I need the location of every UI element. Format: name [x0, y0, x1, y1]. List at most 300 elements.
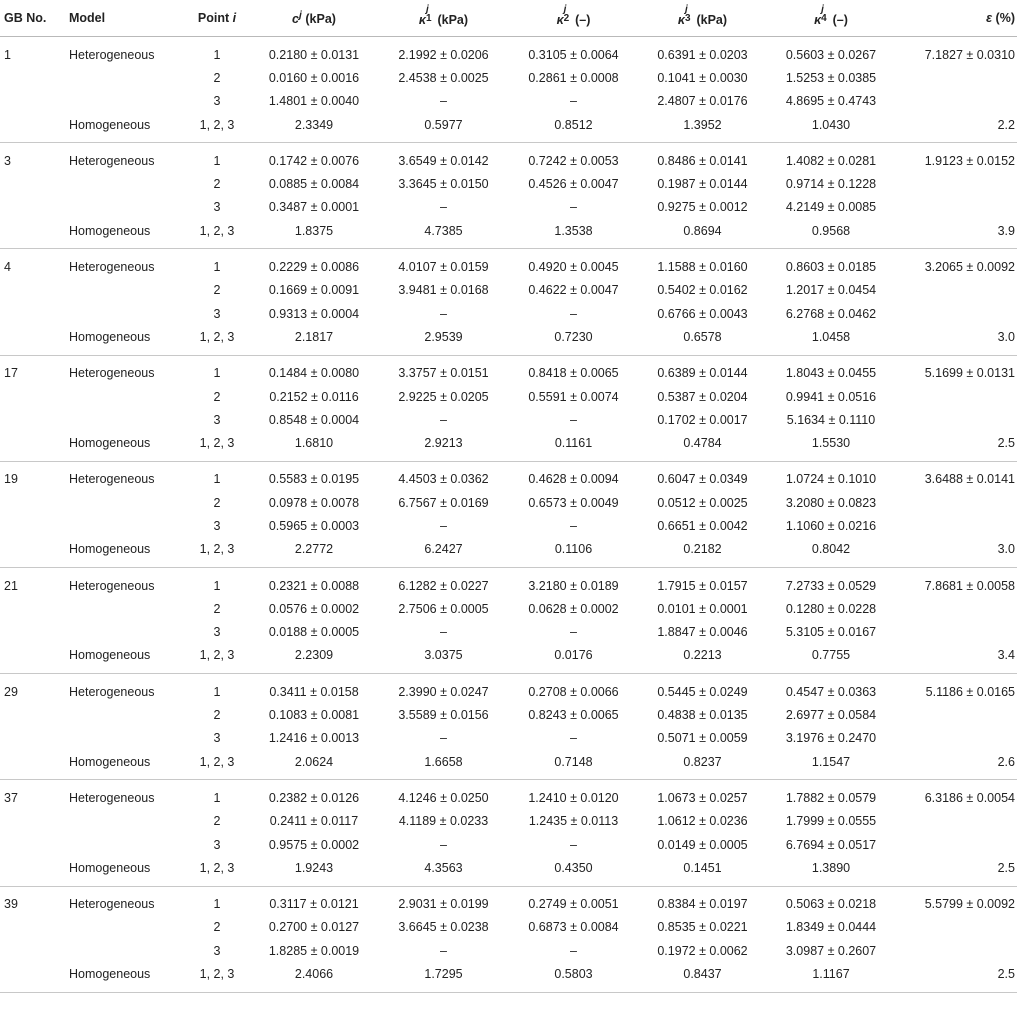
value-c: 0.1669 ± 0.0091 — [268, 283, 360, 298]
value-k2: 0.7242 ± 0.0053 — [528, 153, 619, 168]
value-c: 2.3349 — [252, 113, 376, 143]
value-eps: 3.2065 ± 0.0092 — [924, 260, 1015, 275]
point-index: 2 — [213, 389, 221, 404]
value-eps — [893, 302, 1017, 325]
point-index: 1 — [213, 153, 221, 168]
point-index: 1, 2, 3 — [182, 431, 252, 461]
value-k2: 0.4350 — [511, 856, 636, 886]
model-label: Heterogeneous — [69, 260, 155, 275]
model-label — [69, 90, 182, 113]
point-index: 3 — [213, 200, 221, 215]
table-row — [0, 385, 1017, 408]
value-eps — [893, 916, 1017, 939]
value-k3: 2.4807 ± 0.0176 — [657, 94, 748, 109]
gb-number — [0, 514, 69, 537]
model-label: Homogeneous — [69, 750, 182, 780]
gb-number — [0, 90, 69, 113]
table-row-homogeneous — [0, 962, 1017, 992]
value-k1: – — [440, 412, 447, 427]
value-k1: 2.3990 ± 0.0247 — [398, 684, 489, 699]
value-k2: – — [570, 943, 577, 958]
point-index: 1, 2, 3 — [182, 113, 252, 143]
value-k4: 1.8043 ± 0.0455 — [785, 366, 877, 381]
value-k3: 0.6766 ± 0.0043 — [657, 306, 748, 321]
gb-number: 21 — [4, 578, 18, 593]
table-row — [0, 461, 1017, 491]
value-eps — [893, 279, 1017, 302]
value-eps: 5.5799 ± 0.0092 — [924, 897, 1015, 912]
header-kappa2: κ j 2 (–) — [511, 0, 636, 37]
model-label: Homogeneous — [69, 644, 182, 674]
model-label: Heterogeneous — [69, 153, 155, 168]
gb-number — [0, 621, 69, 644]
value-c: 2.2309 — [252, 644, 376, 674]
model-label — [69, 597, 182, 620]
gb-number — [0, 66, 69, 89]
table-row-homogeneous — [0, 113, 1017, 143]
value-k1: 6.1282 ± 0.0227 — [398, 578, 489, 593]
point-index: 1 — [213, 472, 221, 487]
value-k4: 6.2768 ± 0.0462 — [785, 306, 877, 321]
value-c: 0.2152 ± 0.0116 — [269, 389, 359, 404]
header-kappa3: κ j 3 (kPa) — [636, 0, 769, 37]
value-k4: 1.1547 — [769, 750, 893, 780]
model-label — [69, 408, 182, 431]
value-c: 2.0624 — [252, 750, 376, 780]
value-k1: – — [440, 306, 447, 321]
table-row — [0, 196, 1017, 219]
value-eps — [893, 408, 1017, 431]
point-index: 3 — [213, 306, 221, 321]
value-c: 0.2180 ± 0.0131 — [268, 47, 360, 62]
model-label — [69, 939, 182, 962]
value-k2: 1.3538 — [511, 219, 636, 249]
value-c: 1.9243 — [252, 856, 376, 886]
value-k1: 3.3645 ± 0.0150 — [398, 177, 489, 192]
point-index: 2 — [213, 920, 221, 935]
model-label: Heterogeneous — [69, 897, 155, 912]
gb-number: 17 — [4, 366, 18, 381]
gb-number — [0, 962, 69, 992]
point-index: 1 — [213, 47, 221, 62]
table-row — [0, 249, 1017, 279]
value-c: 0.3117 ± 0.0121 — [269, 897, 359, 912]
value-k3: 1.0612 ± 0.0236 — [657, 814, 748, 829]
point-index: 3 — [213, 731, 221, 746]
value-k4: 0.5603 ± 0.0267 — [785, 47, 877, 62]
value-k2: 0.0176 — [511, 644, 636, 674]
value-k1: 4.4503 ± 0.0362 — [398, 472, 489, 487]
table-row — [0, 810, 1017, 833]
value-k2: 0.2708 ± 0.0066 — [528, 684, 619, 699]
gb-number — [0, 538, 69, 568]
table-row — [0, 703, 1017, 726]
table-row-homogeneous — [0, 325, 1017, 355]
value-k3: 1.1588 ± 0.0160 — [657, 260, 748, 275]
value-c: 0.3411 ± 0.0158 — [269, 684, 359, 699]
table-row — [0, 143, 1017, 173]
table-row — [0, 833, 1017, 856]
value-k2: 1.2435 ± 0.0113 — [528, 814, 619, 829]
value-c: 0.9313 ± 0.0004 — [268, 306, 360, 321]
value-eps: 7.1827 ± 0.0310 — [924, 47, 1015, 62]
model-label: Heterogeneous — [69, 578, 155, 593]
value-c: 0.0576 ± 0.0002 — [268, 601, 360, 616]
gb-number — [0, 302, 69, 325]
table-row — [0, 514, 1017, 537]
value-c: 0.0885 ± 0.0084 — [268, 177, 360, 192]
value-c: 0.5965 ± 0.0003 — [268, 518, 360, 533]
point-index: 1 — [213, 366, 221, 381]
value-k2: 0.0628 ± 0.0002 — [528, 601, 619, 616]
table-row — [0, 491, 1017, 514]
value-k2: 0.5803 — [511, 962, 636, 992]
value-c: 0.3487 ± 0.0001 — [268, 200, 360, 215]
value-k1: 6.2427 — [376, 538, 511, 568]
value-k1: – — [440, 837, 447, 852]
gb-number — [0, 172, 69, 195]
value-k2: 0.5591 ± 0.0074 — [528, 389, 619, 404]
value-k1: 4.3563 — [376, 856, 511, 886]
value-k4: 0.9941 ± 0.0516 — [785, 389, 877, 404]
value-k4: 1.8349 ± 0.0444 — [785, 920, 877, 935]
value-k1: 0.5977 — [376, 113, 511, 143]
point-index: 3 — [213, 943, 221, 958]
gb-number — [0, 597, 69, 620]
point-index: 3 — [213, 412, 221, 427]
model-label: Homogeneous — [69, 113, 182, 143]
value-k2: – — [570, 94, 577, 109]
model-label — [69, 302, 182, 325]
value-k3: 0.6651 ± 0.0042 — [657, 518, 748, 533]
value-k2: 0.4526 ± 0.0047 — [528, 177, 619, 192]
value-eps: 2.6 — [893, 750, 1017, 780]
value-k4: 5.1634 ± 0.1110 — [786, 412, 876, 427]
value-c: 0.5583 ± 0.0195 — [268, 472, 360, 487]
header-gb-no: GB No. — [0, 0, 69, 37]
value-k3: 0.8384 ± 0.0197 — [657, 897, 748, 912]
value-k4: 1.7882 ± 0.0579 — [785, 790, 877, 805]
value-k1: – — [440, 94, 447, 109]
gb-number — [0, 916, 69, 939]
value-eps: 5.1186 ± 0.0165 — [925, 684, 1015, 699]
model-label — [69, 810, 182, 833]
model-label — [69, 172, 182, 195]
value-k1: 4.7385 — [376, 219, 511, 249]
value-k1: 2.9213 — [376, 431, 511, 461]
model-label — [69, 279, 182, 302]
value-k3: 0.6389 ± 0.0144 — [657, 366, 748, 381]
value-eps — [893, 810, 1017, 833]
value-c: 1.4801 ± 0.0040 — [268, 94, 360, 109]
table-row — [0, 172, 1017, 195]
table-row — [0, 279, 1017, 302]
value-k4: 1.1167 — [769, 962, 893, 992]
value-k1: 2.1992 ± 0.0206 — [398, 47, 489, 62]
value-k1: 4.1189 ± 0.0233 — [398, 814, 489, 829]
value-k1: 6.7567 ± 0.0169 — [398, 495, 489, 510]
point-index: 3 — [213, 837, 221, 852]
gb-number: 3 — [4, 153, 11, 168]
value-k4: 0.8042 — [769, 538, 893, 568]
point-index: 1, 2, 3 — [182, 219, 252, 249]
value-k1: 4.1246 ± 0.0250 — [398, 790, 489, 805]
table-row-homogeneous — [0, 431, 1017, 461]
point-index: 1 — [213, 790, 221, 805]
value-k1: 3.6645 ± 0.0238 — [398, 920, 489, 935]
value-k2: – — [570, 306, 577, 321]
value-k1: 2.7506 ± 0.0005 — [398, 601, 489, 616]
gb-number: 39 — [4, 897, 18, 912]
value-c: 0.2321 ± 0.0088 — [268, 578, 360, 593]
value-k2: 0.2861 ± 0.0008 — [528, 70, 619, 85]
value-k4: 0.1280 ± 0.0228 — [785, 601, 877, 616]
model-label — [69, 66, 182, 89]
gb-number: 19 — [4, 472, 18, 487]
point-index: 1, 2, 3 — [182, 962, 252, 992]
value-k3: 0.2182 — [636, 538, 769, 568]
gb-number: 4 — [4, 260, 11, 275]
value-k2: 0.4622 ± 0.0047 — [528, 283, 619, 298]
value-k3: 0.0149 ± 0.0005 — [657, 837, 748, 852]
value-eps — [893, 90, 1017, 113]
model-label: Heterogeneous — [69, 366, 155, 381]
value-eps: 3.6488 ± 0.0141 — [924, 472, 1015, 487]
value-k2: 0.7148 — [511, 750, 636, 780]
value-k3: 0.8694 — [636, 219, 769, 249]
value-k3: 0.5071 ± 0.0059 — [657, 731, 748, 746]
gb-number — [0, 644, 69, 674]
point-index: 3 — [213, 94, 221, 109]
value-k1: – — [440, 625, 447, 640]
table-row — [0, 302, 1017, 325]
value-k3: 1.3952 — [636, 113, 769, 143]
model-label: Homogeneous — [69, 325, 182, 355]
point-index: 1, 2, 3 — [182, 538, 252, 568]
value-c: 0.1742 ± 0.0076 — [268, 153, 360, 168]
point-index: 3 — [213, 625, 221, 640]
value-k3: 0.1041 ± 0.0030 — [657, 70, 748, 85]
point-index: 1 — [213, 897, 221, 912]
model-label: Homogeneous — [69, 431, 182, 461]
value-k3: 0.5387 ± 0.0204 — [657, 389, 748, 404]
gb-number — [0, 856, 69, 886]
value-k4: 1.3890 — [769, 856, 893, 886]
value-k4: 3.2080 ± 0.0823 — [785, 495, 877, 510]
value-eps — [893, 385, 1017, 408]
model-label — [69, 491, 182, 514]
value-k1: 2.9539 — [376, 325, 511, 355]
table-row — [0, 886, 1017, 916]
value-k1: 3.0375 — [376, 644, 511, 674]
model-label — [69, 621, 182, 644]
value-k4: 0.8603 ± 0.0185 — [785, 260, 877, 275]
point-index: 3 — [213, 518, 221, 533]
value-k2: 0.7230 — [511, 325, 636, 355]
value-c: 0.9575 ± 0.0002 — [268, 837, 360, 852]
point-index: 2 — [213, 70, 221, 85]
value-k3: 0.0512 ± 0.0025 — [657, 495, 748, 510]
table-row — [0, 674, 1017, 704]
value-k4: 7.2733 ± 0.0529 — [785, 578, 877, 593]
table-row — [0, 780, 1017, 810]
table-row-homogeneous — [0, 750, 1017, 780]
table-row-homogeneous — [0, 856, 1017, 886]
value-eps: 7.8681 ± 0.0058 — [924, 578, 1015, 593]
gb-number — [0, 408, 69, 431]
gb-number — [0, 196, 69, 219]
value-k4: 1.0430 — [769, 113, 893, 143]
value-k2: 0.1106 — [511, 538, 636, 568]
model-label: Heterogeneous — [69, 472, 155, 487]
point-index: 2 — [213, 283, 221, 298]
value-c: 0.0160 ± 0.0016 — [268, 70, 360, 85]
model-label — [69, 916, 182, 939]
value-k1: – — [440, 518, 447, 533]
value-k1: – — [440, 200, 447, 215]
value-k1: 3.5589 ± 0.0156 — [398, 708, 489, 723]
value-c: 1.8285 ± 0.0019 — [268, 943, 360, 958]
value-k1: 4.0107 ± 0.0159 — [398, 260, 489, 275]
value-c: 1.6810 — [252, 431, 376, 461]
value-k3: 0.0101 ± 0.0001 — [657, 601, 748, 616]
value-k3: 0.8535 ± 0.0221 — [657, 920, 748, 935]
value-k3: 0.8237 — [636, 750, 769, 780]
header-c: $c^j$ (kPa) — [252, 0, 376, 37]
gb-number — [0, 939, 69, 962]
point-index: 2 — [213, 814, 221, 829]
model-label: Homogeneous — [69, 219, 182, 249]
gb-number — [0, 325, 69, 355]
table-row — [0, 90, 1017, 113]
value-k2: – — [570, 625, 577, 640]
value-c: 1.2416 ± 0.0013 — [268, 731, 360, 746]
value-k2: 0.6873 ± 0.0084 — [528, 920, 619, 935]
value-eps: 2.2 — [893, 113, 1017, 143]
value-k4: 1.1060 ± 0.0216 — [785, 518, 877, 533]
value-eps: 3.4 — [893, 644, 1017, 674]
value-k2: – — [570, 837, 577, 852]
value-eps — [893, 939, 1017, 962]
value-k2: – — [570, 731, 577, 746]
table-row — [0, 727, 1017, 750]
model-label: Homogeneous — [69, 538, 182, 568]
value-c: 0.1484 ± 0.0080 — [268, 366, 360, 381]
header-epsilon: ε (%) — [893, 0, 1017, 37]
value-c: 0.2700 ± 0.0127 — [268, 920, 360, 935]
value-eps — [893, 196, 1017, 219]
value-k4: 3.1976 ± 0.2470 — [785, 731, 877, 746]
table-header — [0, 0, 1017, 37]
value-eps — [893, 514, 1017, 537]
value-k2: 0.6573 ± 0.0049 — [528, 495, 619, 510]
value-k3: 0.4838 ± 0.0135 — [657, 708, 748, 723]
value-eps — [893, 597, 1017, 620]
value-eps: 6.3186 ± 0.0054 — [924, 790, 1015, 805]
value-k3: 0.1972 ± 0.0062 — [657, 943, 748, 958]
gb-number — [0, 491, 69, 514]
value-eps: 2.5 — [893, 856, 1017, 886]
gb-number — [0, 703, 69, 726]
value-k4: 0.7755 — [769, 644, 893, 674]
header-kappa4: κ j 4 (–) — [769, 0, 893, 37]
gb-number — [0, 219, 69, 249]
value-eps: 2.5 — [893, 431, 1017, 461]
model-label: Homogeneous — [69, 856, 182, 886]
value-k2: 0.2749 ± 0.0051 — [528, 897, 619, 912]
header-model: Model — [69, 0, 182, 37]
point-index: 1, 2, 3 — [182, 644, 252, 674]
value-k4: 1.2017 ± 0.0454 — [785, 283, 877, 298]
value-c: 2.2772 — [252, 538, 376, 568]
table-row — [0, 916, 1017, 939]
value-c: 2.1817 — [252, 325, 376, 355]
value-eps: 3.0 — [893, 325, 1017, 355]
gb-number — [0, 810, 69, 833]
gb-number — [0, 833, 69, 856]
value-k3: 0.9275 ± 0.0012 — [657, 200, 748, 215]
point-index: 2 — [213, 177, 221, 192]
value-k4: 0.9714 ± 0.1228 — [785, 177, 877, 192]
value-k4: 1.4082 ± 0.0281 — [785, 153, 877, 168]
value-eps: 5.1699 ± 0.0131 — [924, 366, 1015, 381]
value-eps — [893, 727, 1017, 750]
value-k4: 0.9568 — [769, 219, 893, 249]
model-label — [69, 727, 182, 750]
value-k4: 3.0987 ± 0.2607 — [785, 943, 877, 958]
value-k2: 0.4628 ± 0.0094 — [528, 472, 619, 487]
value-c: 0.0188 ± 0.0005 — [268, 625, 360, 640]
point-index: 2 — [213, 601, 221, 616]
value-k4: 4.8695 ± 0.4743 — [785, 94, 877, 109]
value-k1: 2.9225 ± 0.0205 — [398, 389, 489, 404]
value-k3: 1.0673 ± 0.0257 — [657, 790, 748, 805]
model-label — [69, 514, 182, 537]
value-k1: 2.9031 ± 0.0199 — [398, 897, 489, 912]
value-c: 0.0978 ± 0.0078 — [268, 495, 360, 510]
value-k4: 6.7694 ± 0.0517 — [785, 837, 877, 852]
value-eps — [893, 833, 1017, 856]
value-k3: 0.8486 ± 0.0141 — [657, 153, 748, 168]
header-kappa1: κ j 1 (kPa) — [376, 0, 511, 37]
table-row — [0, 567, 1017, 597]
value-c: 0.2229 ± 0.0086 — [268, 260, 360, 275]
table-row — [0, 37, 1017, 67]
value-k3: 1.7915 ± 0.0157 — [657, 578, 748, 593]
table-row — [0, 408, 1017, 431]
table-row — [0, 939, 1017, 962]
gb-number — [0, 750, 69, 780]
value-k2: 0.8243 ± 0.0065 — [528, 708, 619, 723]
value-eps — [893, 66, 1017, 89]
value-k1: 3.3757 ± 0.0151 — [398, 366, 489, 381]
value-k3: 1.8847 ± 0.0046 — [657, 625, 748, 640]
value-eps — [893, 621, 1017, 644]
gb-number — [0, 279, 69, 302]
gb-number — [0, 727, 69, 750]
header-point: Point i — [182, 0, 252, 37]
value-k4: 0.5063 ± 0.0218 — [785, 897, 877, 912]
point-index: 1, 2, 3 — [182, 325, 252, 355]
value-k3: 0.8437 — [636, 962, 769, 992]
value-k3: 0.4784 — [636, 431, 769, 461]
table-row-homogeneous — [0, 538, 1017, 568]
point-index: 1 — [213, 684, 221, 699]
value-eps: 3.0 — [893, 538, 1017, 568]
value-k1: – — [440, 943, 447, 958]
value-c: 0.8548 ± 0.0004 — [268, 412, 360, 427]
model-label: Heterogeneous — [69, 684, 155, 699]
